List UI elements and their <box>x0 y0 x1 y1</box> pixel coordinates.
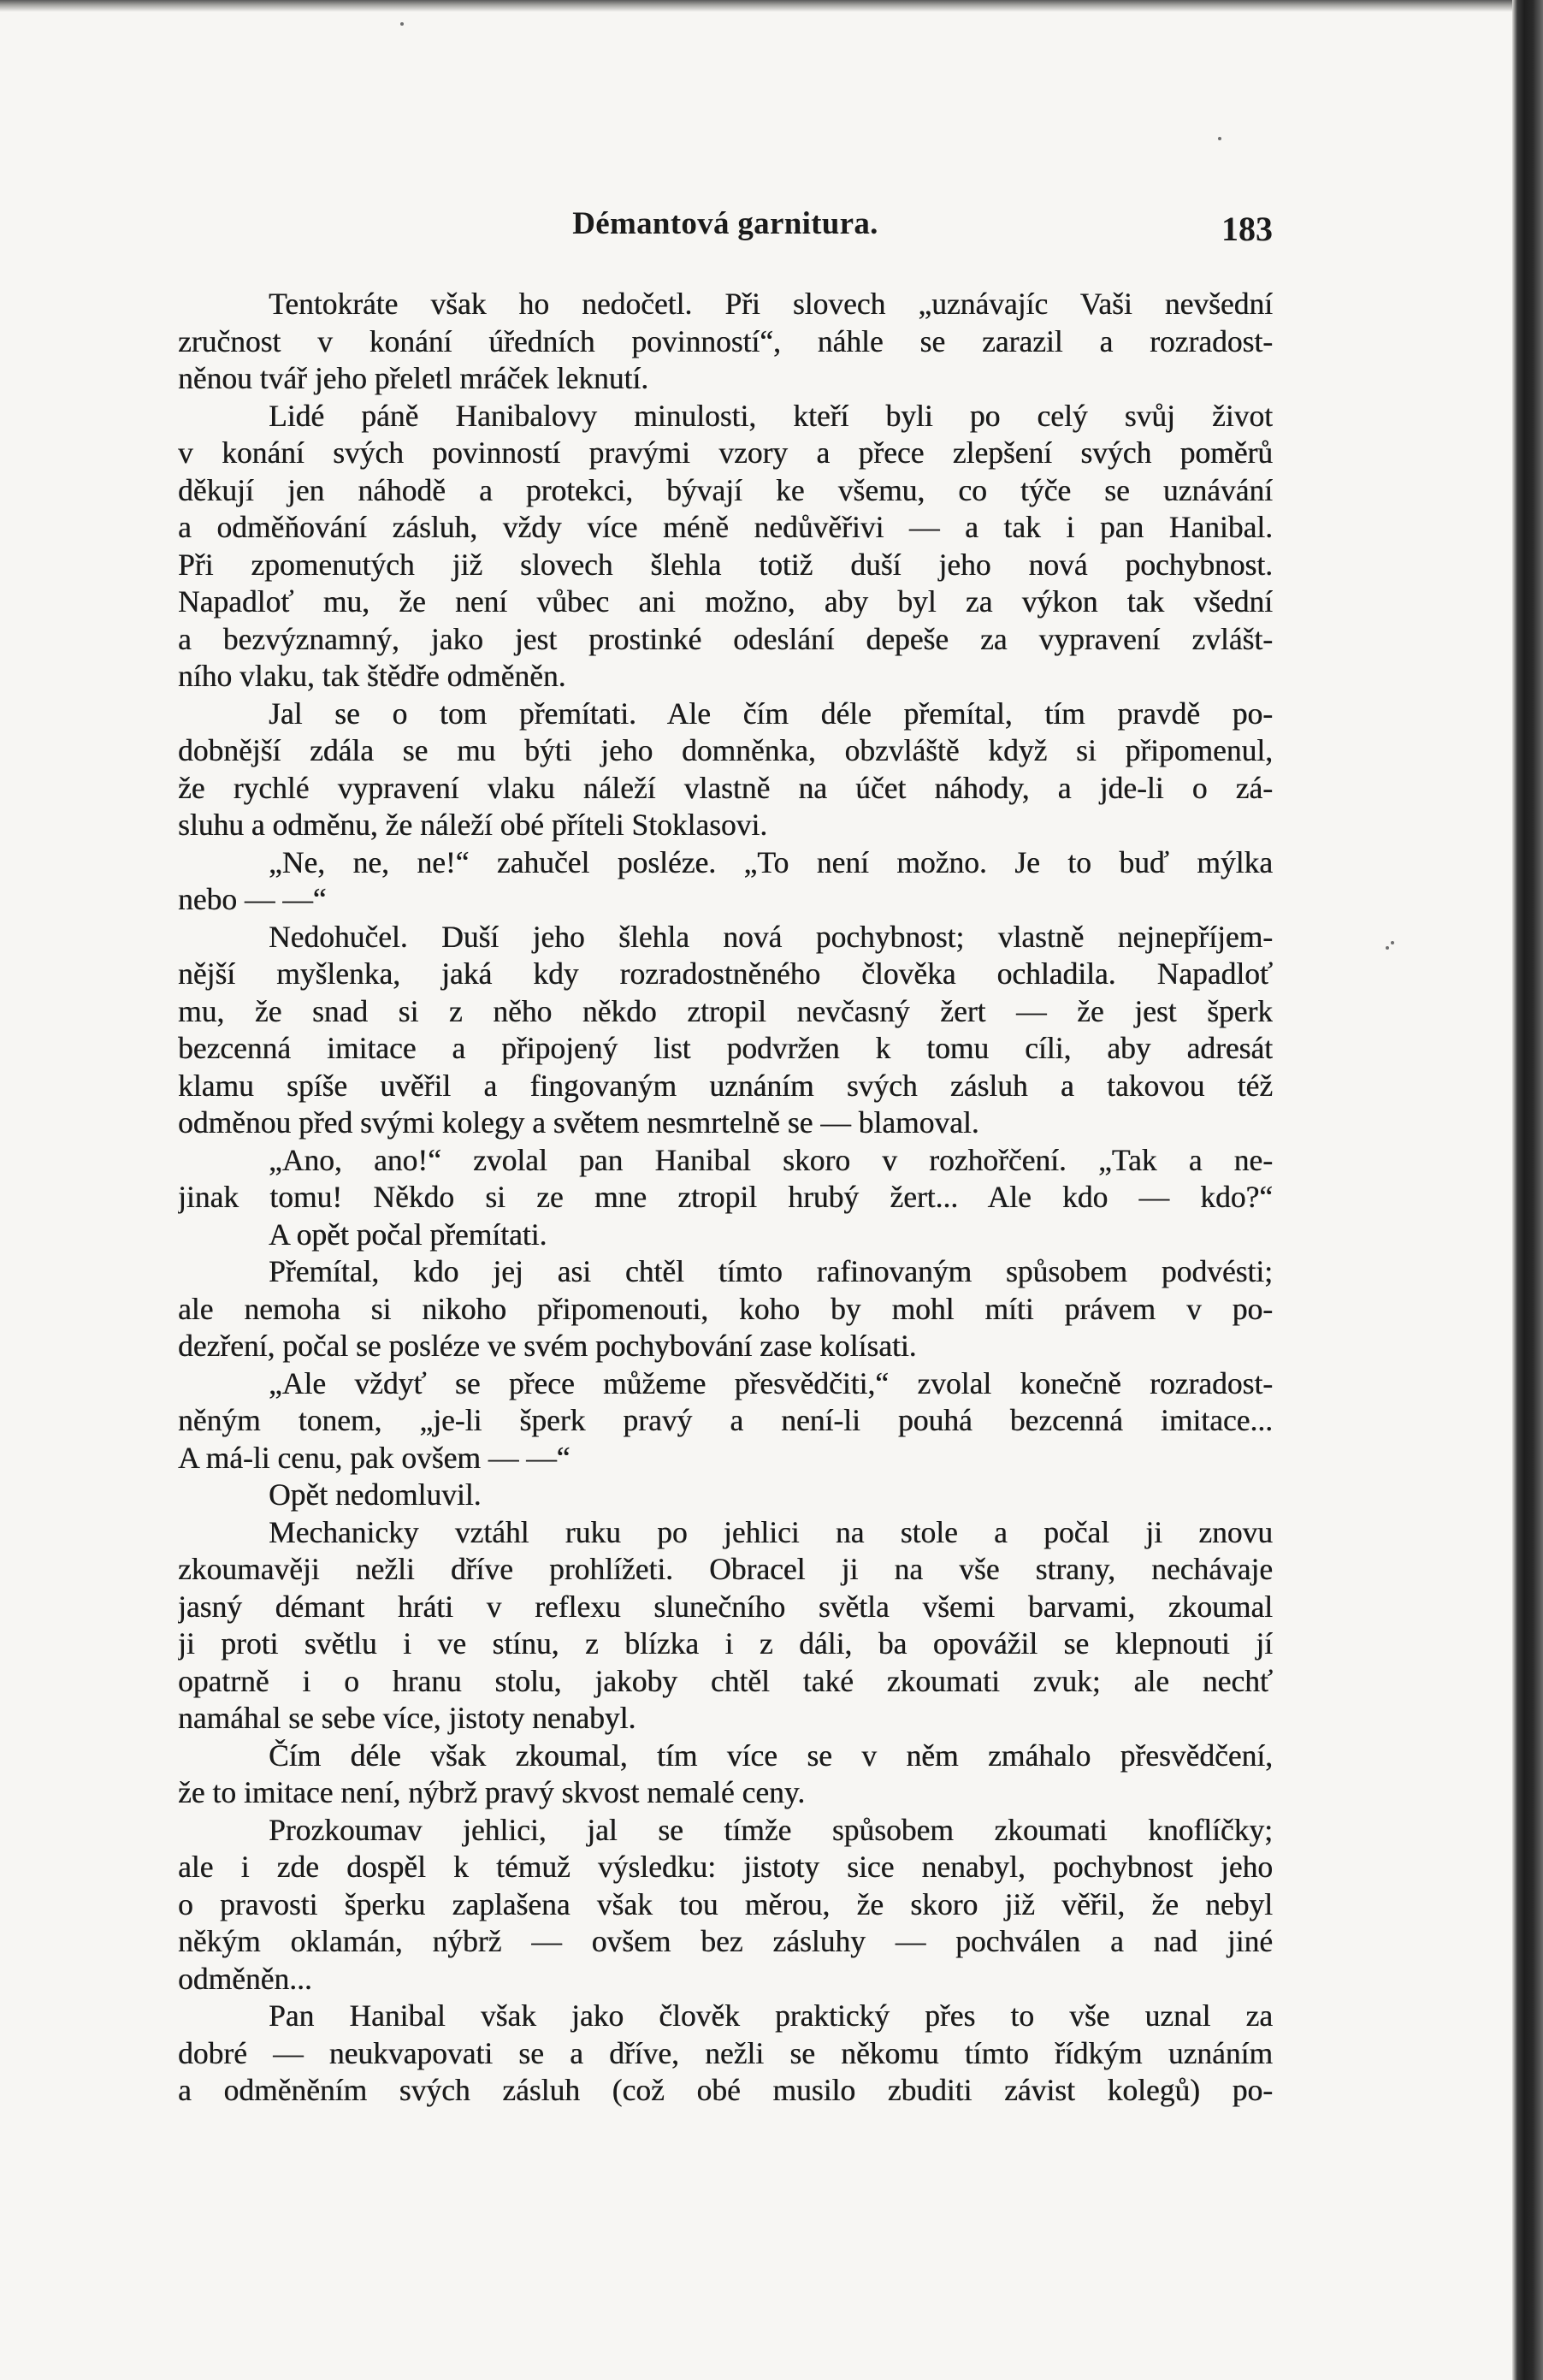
page-binding-shadow <box>1512 0 1543 2380</box>
text-line: nější myšlenka, jaká kdy rozradostněného člověka ochladila. Napadloť <box>178 956 1273 991</box>
page-header <box>178 205 1273 257</box>
paper-speck <box>1218 137 1221 140</box>
text-line: Lidé páně Hanibalovy minulosti, kteří byli po celý svůj život <box>269 398 1273 433</box>
text-line: Čím déle však zkoumal, tím více se v něm zmáhalo přesvědčení, <box>269 1738 1273 1773</box>
text-line: mu, že snad si z něho někdo ztropil nevčasný žert — že jest šperk <box>178 993 1273 1028</box>
text-line: zkoumavěji nežli dříve prohlížeti. Obracel ji na vše strany, nechávaje <box>178 1552 1273 1586</box>
text-line: že rychlé vypravení vlaku náleží vlastně na účet náhody, a jde-li o zá- <box>178 770 1273 805</box>
paper-speck <box>400 22 404 26</box>
text-line: namáhal se sebe více, jistoty nenabyl. <box>178 1701 636 1735</box>
text-line: bezcenná imitace a připojený list podvržen k tomu cíli, aby adresát <box>178 1031 1273 1065</box>
text-line: Jal se o tom přemítati. Ale čím déle přemítal, tím pravdě po- <box>269 696 1273 731</box>
text-line: „Ale vždyť se přece můžeme přesvědčiti,“ zvolal konečně rozradost- <box>269 1365 1273 1400</box>
text-line: dobnější zdála se mu býti jeho domněnka, obzvláště když si připomenul, <box>178 733 1273 767</box>
text-line: něným tonem, „je-li šperk pravý a není-li pouhá bezcenná imitace... <box>178 1403 1273 1437</box>
text-line: Pan Hanibal však jako člověk praktický přes to vše uznal za <box>269 1998 1273 2033</box>
text-line: ji proti světlu i ve stínu, z blízka i z dáli, ba opovážil se klepnouti jí <box>178 1626 1273 1661</box>
text-line: ního vlaku, tak štědře odměněn. <box>178 659 566 693</box>
text-line: dezření, počal se posléze ve svém pochybování zase kolísati. <box>178 1329 917 1363</box>
text-line: v konání svých povinností pravými vzory a přece zlepšení svých poměrů <box>178 435 1273 470</box>
text-line: odměněn... <box>178 1961 312 1996</box>
text-line: Tentokráte však ho nedočetl. Při slovech „uznávajíc Vaši nevšední <box>269 287 1273 321</box>
page-top-shadow <box>0 0 1522 12</box>
text-line: klamu spíše uvěřil a fingovaným uznáním svých zásluh a takovou též <box>178 1068 1273 1103</box>
page-number: 183 <box>1221 210 1273 248</box>
text-line: o pravosti šperku zaplašena však tou měrou, že skoro již věřil, že nebyl <box>178 1886 1273 1921</box>
text-line: že to imitace není, nýbrž pravý skvost nemalé ceny. <box>178 1775 806 1809</box>
text-line: nebo — —“ <box>178 882 327 916</box>
text-line: A má-li cenu, pak ovšem — —“ <box>178 1440 570 1475</box>
text-line: odměnou před svými kolegy a světem nesmrtelně se — blamoval. <box>178 1105 979 1140</box>
text-line: něnou tvář jeho přeletl mráček leknutí. <box>178 361 649 395</box>
body-text <box>178 286 1273 2110</box>
text-line: zručnost v konání úředních povinností“, náhle se zarazil a rozradost- <box>178 323 1273 358</box>
text-line: ale nemoha si nikoho připomenouti, koho by mohl míti právem v po- <box>178 1291 1273 1326</box>
text-line: Nedohučel. Duší jeho šlehla nová pochybnost; vlastně nejnepříjem- <box>269 919 1273 954</box>
text-line: Napadloť mu, že není vůbec ani možno, aby byl za výkon tak všední <box>178 584 1273 619</box>
text-line: dobré — neukvapovati se a dříve, nežli se někomu tímto řídkým uznáním <box>178 2035 1273 2070</box>
text-line: a odměňování zásluh, vždy více méně nedůvěřivi — a tak i pan Hanibal. <box>178 510 1273 544</box>
text-line: někým oklamán, nýbrž — ovšem bez zásluhy — pochválen a nad jiné <box>178 1924 1273 1958</box>
text-line: „Ne, ne, ne!“ zahučel posléze. „To není možno. Je to buď mýlka <box>269 844 1273 879</box>
text-line: Prozkoumav jehlici, jal se tímže spůsobem zkoumati knoflíčky; <box>269 1812 1273 1847</box>
text-line: děkují jen náhodě a protekci, bývají ke všemu, co týče se uznávání <box>178 472 1273 507</box>
text-line: „Ano, ano!“ zvolal pan Hanibal skoro v rozhořčení. „Tak a ne- <box>269 1142 1273 1177</box>
text-line: jinak tomu! Někdo si ze mne ztropil hrubý žert... Ale kdo — kdo?“ <box>178 1180 1273 1214</box>
text-line: A opět počal přemítati. <box>269 1217 547 1252</box>
text-line: Opět nedomluvil. <box>269 1477 482 1512</box>
text-line: Mechanicky vztáhl ruku po jehlici na stole a počal ji znovu <box>269 1514 1273 1549</box>
text-line: opatrně i o hranu stolu, jakoby chtěl také zkoumati zvuk; ale nechť <box>178 1663 1273 1698</box>
running-title: Démantová garnitura. <box>572 206 878 241</box>
text-line: jasný démant hráti v reflexu slunečního světla všemi barvami, zkoumal <box>178 1589 1273 1624</box>
text-line: a bezvýznamný, jako jest prostinké odeslání depeše za vypravení zvlášt- <box>178 621 1273 656</box>
text-line: ale i zde dospěl k témuž výsledku: jistoty sice nenabyl, pochybnost jeho <box>178 1850 1273 1884</box>
paper-speck <box>1386 946 1389 950</box>
text-line: sluhu a odměnu, že náleží obé příteli Stoklasovi. <box>178 808 768 842</box>
text-line: Při zpomenutých již slovech šlehla totiž duší jeho nová pochybnost. <box>178 547 1273 582</box>
text-line: Přemítal, kdo jej asi chtěl tímto rafinovaným spůsobem podvésti; <box>269 1254 1273 1288</box>
text-line: a odměněním svých zásluh (což obé musilo zbuditi závist kolegů) po- <box>178 2073 1273 2107</box>
paper-speck <box>1391 941 1394 944</box>
